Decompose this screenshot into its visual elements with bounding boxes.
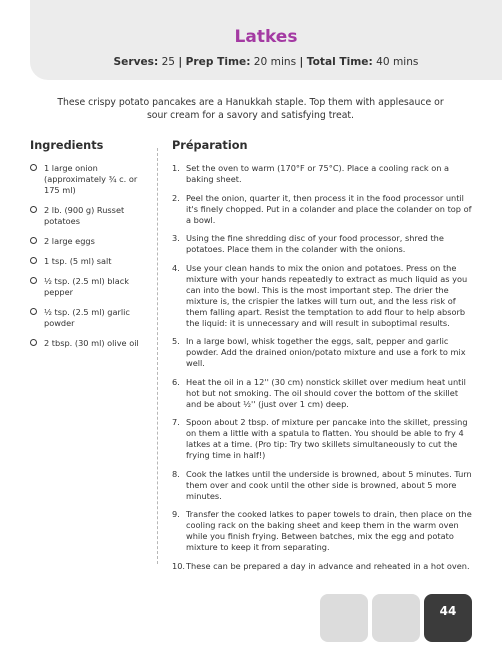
page-tab-active[interactable] (424, 594, 472, 642)
page-tab[interactable] (320, 594, 368, 642)
recipe-meta (30, 56, 502, 68)
ingredient-text: 2 lb. (900 g) Russet potatoes (44, 205, 125, 226)
step-number: 3. (172, 233, 180, 243)
step-text: Heat the oil in a 12'' (30 cm) nonstick skillet over medium heat until hot but not smoking. The oil should cover the bottom of the skillet and be about ½'' (just over 1 cm) deep. (186, 376, 466, 409)
recipe-header (30, 0, 502, 80)
separator: | (299, 56, 304, 68)
step-text: Set the oven to warm (170°F or 75°C). Place a cooling rack on a baking sheet. (186, 163, 450, 184)
bullet-icon (30, 206, 37, 213)
step-text: Use your clean hands to mix the onion and potatoes. Press on the mixture with your hands repeatedly to extract as much liquid as you can into the bowl. This is the most important step. The drier the mixture is, the crispier the latkes will turn out, and the less risk of them falling apart. Resist the temptation to add flour to help absorb the liquid: it is unnecessary and will result in suboptimal results. (186, 262, 468, 328)
step-number: 2. (172, 192, 180, 203)
preparation-step (172, 417, 472, 461)
ingredients-heading: Ingredients (30, 139, 104, 152)
step-number: 8. (172, 468, 180, 479)
ingredient-item (30, 236, 145, 247)
page-number: 44 (439, 604, 457, 618)
preparation-step (172, 509, 472, 553)
step-number: 1. (172, 163, 180, 173)
step-text: These can be prepared a day in advance and reheated in a hot oven. (186, 560, 470, 571)
prep-time-label: Prep Time: (185, 56, 251, 68)
bullet-icon (30, 237, 37, 244)
bullet-icon (30, 277, 37, 284)
preparation-step (172, 263, 472, 329)
ingredient-text: ½ tsp. (2.5 ml) garlic powder (44, 307, 130, 328)
separator: | (178, 56, 183, 68)
ingredient-item (30, 307, 145, 329)
preparation-step (172, 336, 472, 369)
ingredient-text: 2 large eggs (44, 236, 95, 246)
serves-label: Serves: (113, 56, 159, 68)
bullet-icon (30, 164, 37, 171)
column-divider (157, 148, 158, 564)
ingredient-item (30, 205, 145, 227)
step-text: Spoon about 2 tbsp. of mixture per pancake into the skillet, pressing on them a little with a spatula to flatten. You should be able to fry 4 latkes at a time. (Pro tip: Try two skillets simultaneously to cut the frying time in half!) (186, 417, 468, 460)
page-tab[interactable] (372, 594, 420, 642)
bullet-icon (30, 339, 37, 346)
step-number: 5. (172, 336, 180, 346)
preparation-step (172, 193, 472, 226)
ingredient-text: 1 tsp. (5 ml) salt (44, 256, 112, 266)
bullet-icon (30, 308, 37, 315)
step-number: 10. (172, 560, 186, 571)
step-text: Cook the latkes until the underside is browned, about 5 minutes. Turn them over and cook until the other side is browned, about 5 more minutes. (186, 468, 472, 501)
preparation-steps (172, 163, 472, 579)
preparation-step (172, 561, 472, 572)
step-number: 4. (172, 262, 180, 273)
preparation-step (172, 469, 472, 502)
total-time-label: Total Time: (306, 56, 373, 68)
ingredient-text: 2 tbsp. (30 ml) olive oil (44, 338, 139, 348)
step-number: 9. (172, 509, 180, 519)
step-text: In a large bowl, whisk together the eggs, salt, pepper and garlic powder. Add the drained onion/potato mixture and use a fork to mix well. (186, 336, 466, 368)
step-text: Using the fine shredding disc of your food processor, shred the potatoes. Place them in the colander with the onions. (186, 233, 444, 254)
step-number: 7. (172, 417, 180, 427)
ingredient-item (30, 163, 145, 196)
recipe-intro: These crispy potato pancakes are a Hanukkah staple. Top them with applesauce or sour cream for a savory and satisfying treat. (57, 97, 444, 121)
preparation-step (172, 377, 472, 410)
recipe-title: Latkes (234, 27, 298, 47)
serves-value: 25 (158, 56, 179, 68)
preparation-step (172, 233, 472, 255)
bullet-icon (30, 257, 37, 264)
ingredient-text: ½ tsp. (2.5 ml) black pepper (44, 276, 130, 297)
ingredient-item (30, 276, 145, 298)
step-number: 6. (172, 376, 180, 387)
ingredient-item (30, 338, 145, 349)
prep-time-value: 20 mins (250, 56, 300, 68)
ingredient-text: 1 large onion (approximately ¾ c. or 175 ml) (44, 163, 138, 195)
step-text: Transfer the cooked latkes to paper towels to drain, then place on the cooling rack on the baking sheet and keep them in the warm oven while you finish frying. Between batches, mix the egg and potato mixture to keep it from separating. (186, 509, 472, 552)
ingredient-item (30, 256, 145, 267)
ingredients-list (30, 163, 145, 358)
preparation-heading: Préparation (172, 139, 248, 152)
total-time-value: 40 mins (372, 56, 419, 68)
step-text: Peel the onion, quarter it, then process it in the food processor until it's finely chopped. Put in a colander and place the colander on top of a bowl. (186, 192, 472, 225)
preparation-step (172, 163, 472, 185)
